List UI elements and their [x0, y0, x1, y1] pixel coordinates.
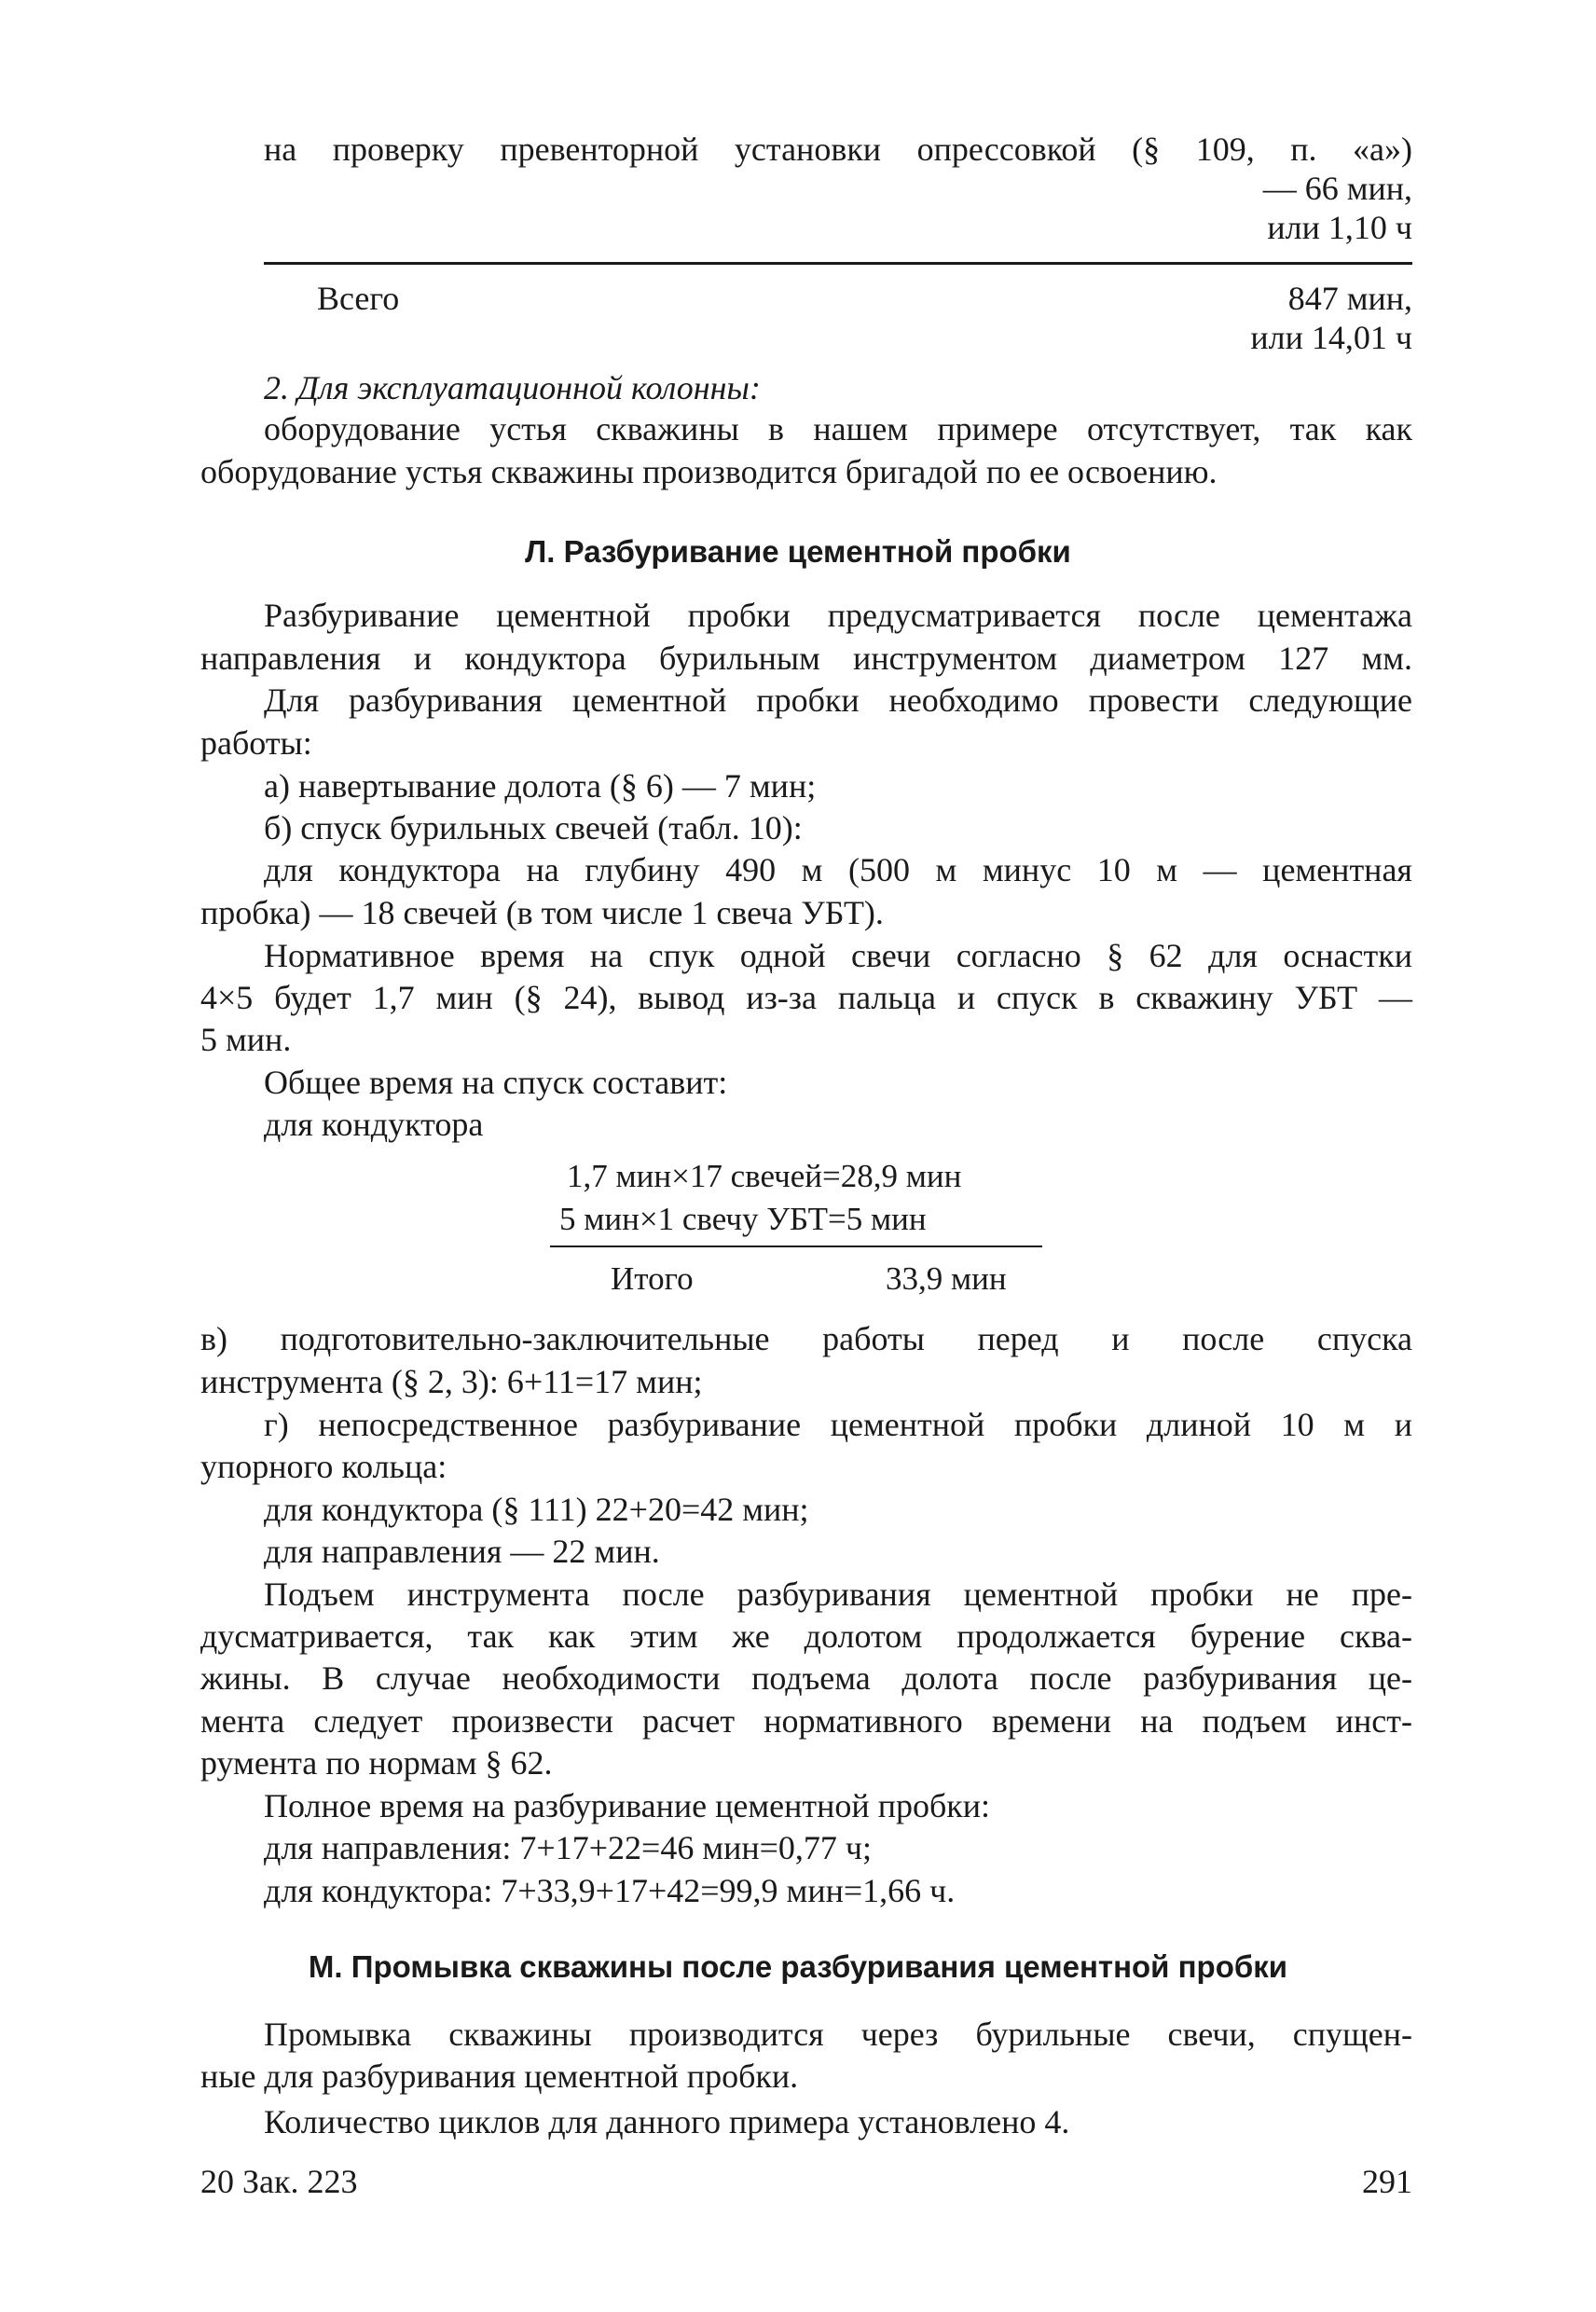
text-line: Для разбуривания цементной пробки необходимо провести следующие [264, 681, 1412, 719]
divider [264, 262, 1412, 265]
text-line: румента по нормам § 62. [200, 1744, 553, 1782]
text-line: Количество циклов для данного примера установлено 4. [264, 2103, 1070, 2140]
text-line: пробка) — 18 свечей (в том числе 1 свеча УБТ). [200, 894, 884, 931]
section-title: Л. Разбуривание цементной пробки [525, 534, 1071, 569]
text-line: ные для разбуривания цементной пробки. [200, 2057, 799, 2095]
calc-total-label: Итого [611, 1260, 694, 1297]
text-line: 5 мин. [200, 1021, 292, 1058]
text-line: а) навертывание долота (§ 6) — 7 мин; [264, 767, 817, 805]
text-line: Подъем инструмента после разбуривания цементной пробки не пре- [264, 1576, 1412, 1613]
text-line: оборудование устья скважины в нашем примере отсутствует, так как [264, 410, 1412, 447]
text-line: — 66 мин, [1262, 170, 1412, 207]
text-line: 4×5 будет 1,7 мин (§ 24), вывод из-за пальца и спуск в скважину УБТ — [200, 979, 1412, 1016]
text-line: для кондуктора [264, 1106, 484, 1143]
section-heading: 2. Для эксплуатационной колонны: [264, 369, 761, 406]
text-line: Разбуривание цементной пробки предусматривается после цементажа [264, 597, 1412, 634]
text-line: дусматривается, так как этим же долотом продолжается бурение сква- [200, 1617, 1412, 1655]
text-line: б) спуск бурильных свечей (табл. 10): [264, 809, 803, 846]
text-line: Промывка скважины производится через бурильные свечи, спущен- [264, 2016, 1412, 2053]
text-line: на проверку превенторной установки опрессовкой (§ 109, п. «а») [264, 131, 1412, 168]
total-value: 847 мин, [1287, 280, 1412, 317]
text-line: для кондуктора (§ 111) 22+20=42 мин; [264, 1491, 809, 1528]
text-line: Общее время на спуск составит: [264, 1064, 728, 1101]
calc-row: 1,7 мин×17 свечей=28,9 мин [567, 1158, 962, 1194]
text-line: оборудование устья скважины производится бригадой по ее освоению. [200, 453, 1218, 490]
section-title: М. Промывка скважины после разбуривания цементной пробки [308, 1949, 1288, 1984]
text-line: для кондуктора: 7+33,9+17+42=99,9 мин=1,66 ч. [264, 1872, 956, 1909]
text-line: инструмента (§ 2, 3): 6+11=17 мин; [200, 1363, 703, 1400]
text-line: для направления — 22 мин. [264, 1533, 660, 1570]
text-line: для направления: 7+17+22=46 мин=0,77 ч; [264, 1829, 873, 1866]
footer-signature: 20 Зак. 223 [200, 2163, 358, 2200]
text-line: работы: [200, 724, 312, 762]
total-label: Всего [317, 280, 400, 317]
text-line: в) подготовительно-заключительные работы перед и после спуска [200, 1320, 1412, 1357]
text-line: для кондуктора на глубину 490 м (500 м минус 10 м — цементная [264, 851, 1412, 888]
text-line: Нормативное время на спук одной свечи согласно § 62 для оснастки [264, 937, 1412, 974]
text-line: жины. В случае необходимости подъема долота после разбуривания це- [200, 1659, 1412, 1697]
text-line: Полное время на разбуривание цементной пробки: [264, 1787, 991, 1824]
text-line: упорного кольца: [200, 1448, 447, 1485]
calc-total-value: 33,9 мин [886, 1260, 1007, 1297]
page-number: 291 [1362, 2163, 1412, 2200]
text-line: или 1,10 ч [1267, 209, 1412, 246]
calc-divider [550, 1245, 1042, 1247]
text-line: г) непосредственное разбуривание цементной пробки длиной 10 м и [264, 1406, 1412, 1443]
text-line: направления и кондуктора бурильным инструментом диаметром 127 мм. [200, 640, 1412, 677]
total-value: или 14,01 ч [1250, 319, 1412, 356]
text-line: мента следует произвести расчет нормативного времени на подъем инст- [200, 1702, 1412, 1740]
calc-row: 5 мин×1 свечу УБТ=5 мин [559, 1201, 927, 1237]
